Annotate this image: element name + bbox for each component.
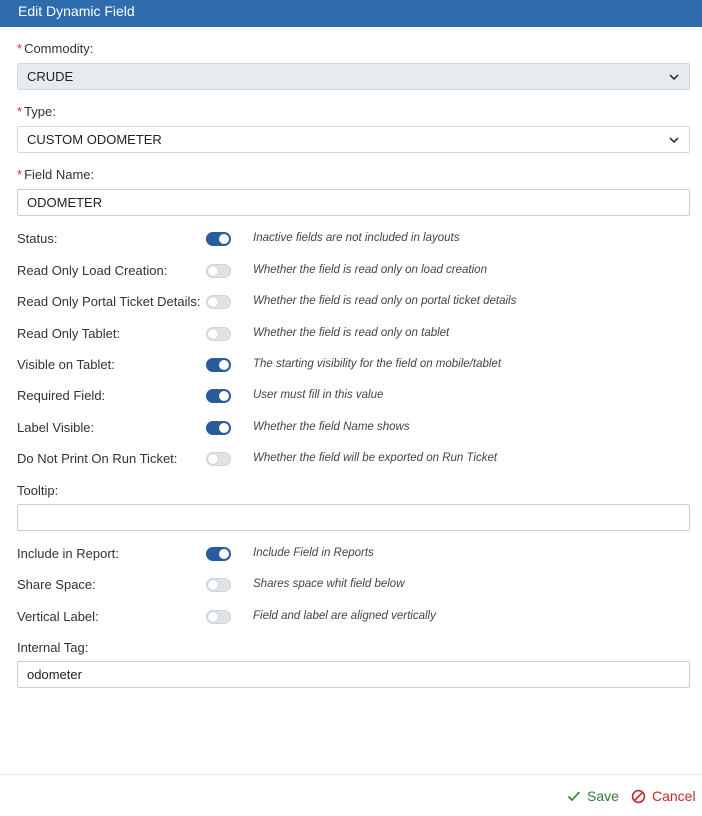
visible-on-tablet-label: Visible on Tablet: <box>17 357 115 372</box>
internal-tag-label: Internal Tag: <box>17 640 89 655</box>
required-field-toggle[interactable] <box>206 389 231 403</box>
status-label: Status: <box>17 231 58 246</box>
read-only-load-creation-hint: Whether the field is read only on load creation <box>253 264 487 276</box>
vertical-label-label: Vertical Label: <box>17 609 99 624</box>
read-only-portal-ticket-hint: Whether the field is read only on portal ticket details <box>253 295 517 307</box>
dialog-title: Edit Dynamic Field <box>0 0 702 27</box>
status-hint: Inactive fields are not included in layouts <box>253 232 460 244</box>
field-name-label: * Field Name: <box>17 167 95 182</box>
required-mark: * <box>17 167 23 182</box>
vertical-label-hint: Field and label are aligned vertically <box>253 610 436 622</box>
type-select[interactable] <box>17 126 690 153</box>
required-mark: * <box>17 104 23 119</box>
field-name-input[interactable]: ODOMETER <box>17 189 690 216</box>
required-mark: * <box>17 41 23 56</box>
label-visible-toggle[interactable] <box>206 421 231 435</box>
commodity-select[interactable] <box>17 63 690 90</box>
include-in-report-toggle[interactable] <box>206 547 231 561</box>
commodity-label: * Commodity: <box>17 41 94 56</box>
share-space-hint: Shares space whit field below <box>253 578 405 590</box>
save-label: Save <box>587 788 619 804</box>
read-only-tablet-toggle[interactable] <box>206 327 231 341</box>
read-only-load-creation-label: Read Only Load Creation: <box>17 263 168 278</box>
chevron-down-icon <box>668 135 680 145</box>
do-not-print-hint: Whether the field will be exported on Run Ticket <box>253 452 498 464</box>
include-in-report-label: Include in Report: <box>17 546 119 561</box>
required-field-label: Required Field: <box>17 388 106 403</box>
share-space-toggle[interactable] <box>206 578 231 592</box>
status-toggle[interactable] <box>206 232 231 246</box>
do-not-print-toggle[interactable] <box>206 452 231 466</box>
cancel-label: Cancel <box>652 788 696 804</box>
required-field-hint: User must fill in this value <box>253 389 384 401</box>
commodity-value: CRUDE <box>27 69 74 84</box>
ban-icon <box>631 789 646 804</box>
visible-on-tablet-hint: The starting visibility for the field on mobile/tablet <box>253 358 502 370</box>
cancel-button[interactable] <box>631 788 696 804</box>
tooltip-label: Tooltip: <box>17 483 59 498</box>
read-only-load-creation-toggle[interactable] <box>206 264 231 278</box>
dialog-footer <box>0 774 702 816</box>
check-icon <box>567 790 581 802</box>
label-visible-label: Label Visible: <box>17 420 95 435</box>
do-not-print-label: Do Not Print On Run Ticket: <box>17 451 178 466</box>
read-only-portal-ticket-label: Read Only Portal Ticket Details: <box>17 294 201 309</box>
save-button[interactable] <box>567 788 619 804</box>
visible-on-tablet-toggle[interactable] <box>206 358 231 372</box>
read-only-portal-ticket-toggle[interactable] <box>206 295 231 309</box>
include-in-report-hint: Include Field in Reports <box>253 547 374 559</box>
chevron-down-icon <box>668 72 680 82</box>
label-visible-hint: Whether the field Name shows <box>253 421 410 433</box>
internal-tag-input[interactable]: odometer <box>17 661 690 688</box>
share-space-label: Share Space: <box>17 577 96 592</box>
type-label: * Type: <box>17 104 56 119</box>
type-value: CUSTOM ODOMETER <box>27 132 162 147</box>
vertical-label-toggle[interactable] <box>206 610 231 624</box>
read-only-tablet-hint: Whether the field is read only on tablet <box>253 327 450 339</box>
tooltip-input[interactable] <box>17 504 690 531</box>
read-only-tablet-label: Read Only Tablet: <box>17 326 121 341</box>
